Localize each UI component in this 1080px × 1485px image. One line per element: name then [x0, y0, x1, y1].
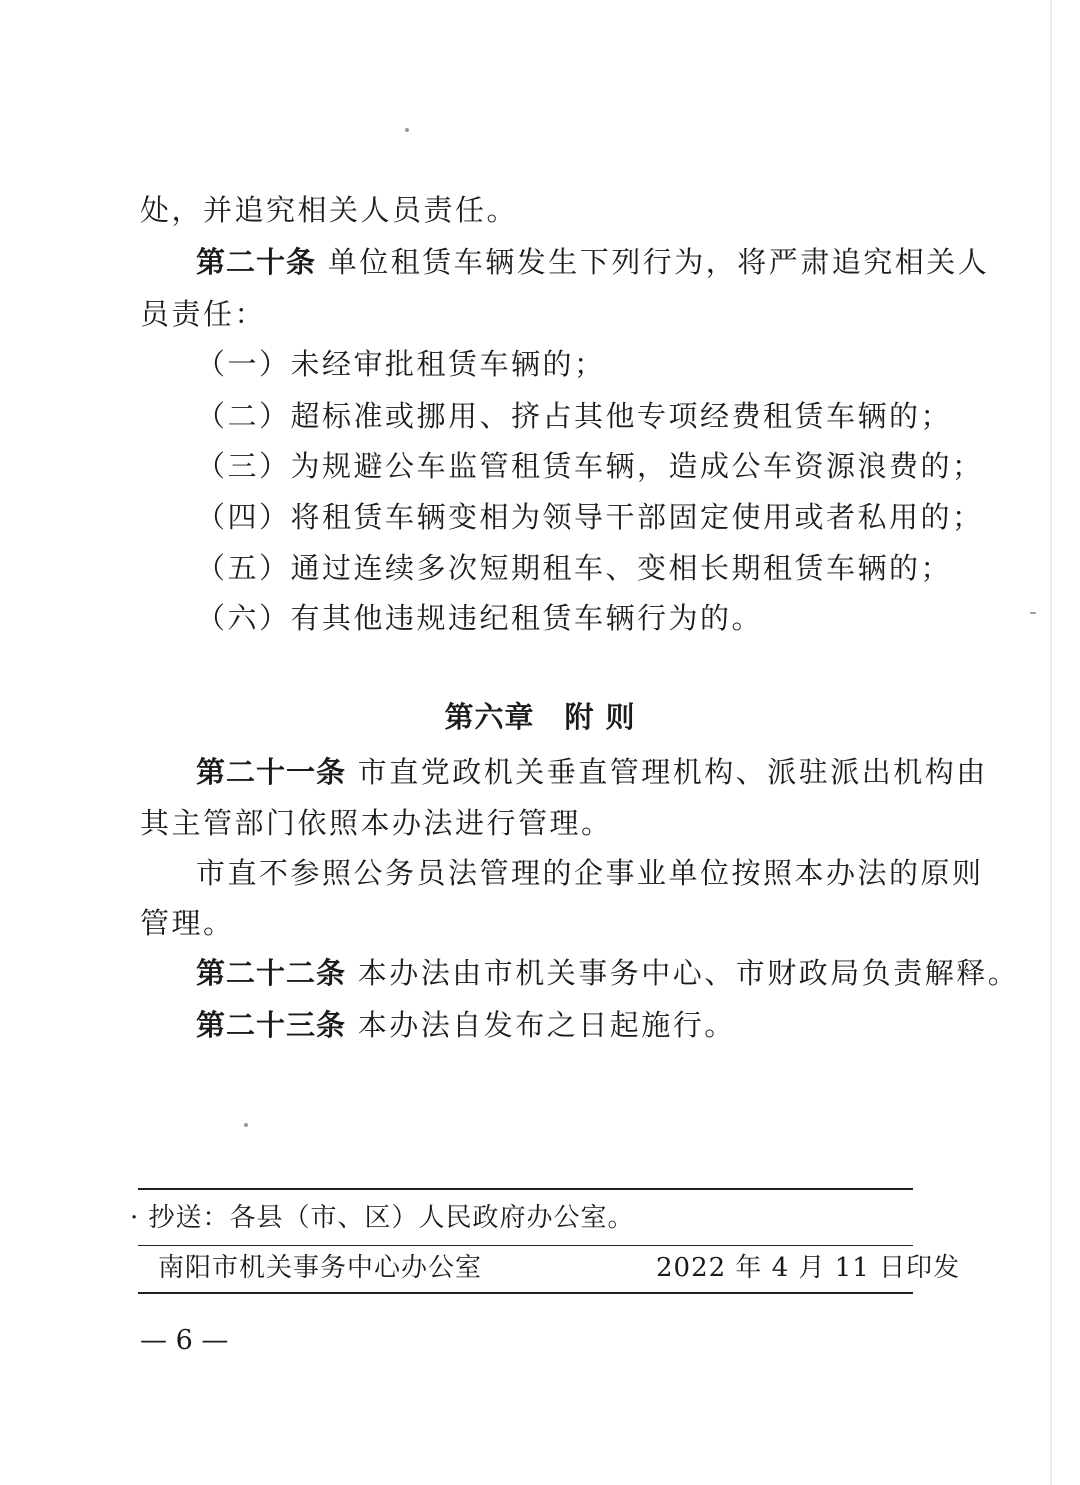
list-item [196, 548, 952, 588]
list-item [196, 598, 763, 638]
article-label: 第二十条 [196, 245, 317, 279]
page-edge [1050, 0, 1052, 1485]
scan-speck [244, 1123, 248, 1127]
line-text: （四）将租赁车辆变相为领导干部固定使用或者私用的； [196, 500, 984, 534]
body-line [140, 903, 235, 943]
body-line [196, 853, 984, 893]
issuer-office: 南阳市机关事务中心办公室 [158, 1253, 483, 1283]
line-text: 单位租赁车辆发生下列行为，将严肃追究相关人 [316, 245, 990, 279]
list-item [196, 344, 606, 384]
chapter-title: 第六章 附 则 [444, 700, 636, 734]
list-item [196, 497, 984, 537]
footer-middle-rule [138, 1245, 913, 1246]
line-text: （五）通过连续多次短期租车、变相长期租赁车辆的； [196, 551, 953, 585]
list-item [196, 396, 952, 436]
article-label: 第二十二条 [196, 956, 347, 990]
line-text: （六）有其他违规违纪租赁车辆行为的。 [196, 601, 764, 635]
scan-speck [405, 128, 409, 132]
page-number: — 6 — [140, 1325, 229, 1356]
line-text: 员责任： [140, 297, 267, 331]
article-23-line [196, 1005, 736, 1045]
cc-recipients: · 抄送：各县（市、区）人民政府办公室。 [130, 1203, 635, 1233]
line-text: （一）未经审批租赁车辆的； [196, 347, 606, 381]
line-text: 其主管部门依照本办法进行管理。 [140, 806, 613, 840]
article-20-line [196, 242, 989, 282]
article-label: 第二十一条 [196, 755, 347, 789]
line-text: （三）为规避公车监管租赁车辆，造成公车资源浪费的； [196, 449, 984, 483]
line-text: 市直党政机关垂直管理机构、派驻派出机构由 [346, 755, 988, 789]
line-text: 本办法由市机关事务中心、市财政局负责解释。 [346, 956, 1020, 990]
article-21-line [196, 752, 988, 792]
footer-top-rule [138, 1188, 913, 1190]
line-text: 处，并追究相关人员责任。 [140, 193, 519, 227]
article-22-line [196, 953, 1019, 993]
line-text: 本办法自发布之日起施行。 [346, 1008, 736, 1042]
body-line [140, 190, 518, 230]
line-text: （二）超标准或挪用、挤占其他专项经费租赁车辆的； [196, 399, 953, 433]
footer-bottom-rule [138, 1292, 913, 1294]
body-line [140, 294, 266, 334]
line-text: 市直不参照公务员法管理的企事业单位按照本办法的原则 [196, 856, 984, 890]
scan-speck [1030, 612, 1036, 614]
body-line [140, 803, 613, 843]
list-item [196, 446, 984, 486]
article-label: 第二十三条 [196, 1008, 347, 1042]
print-date: 2022 年 4 月 11 日印发 [656, 1253, 961, 1283]
line-text: 管理。 [140, 906, 235, 940]
